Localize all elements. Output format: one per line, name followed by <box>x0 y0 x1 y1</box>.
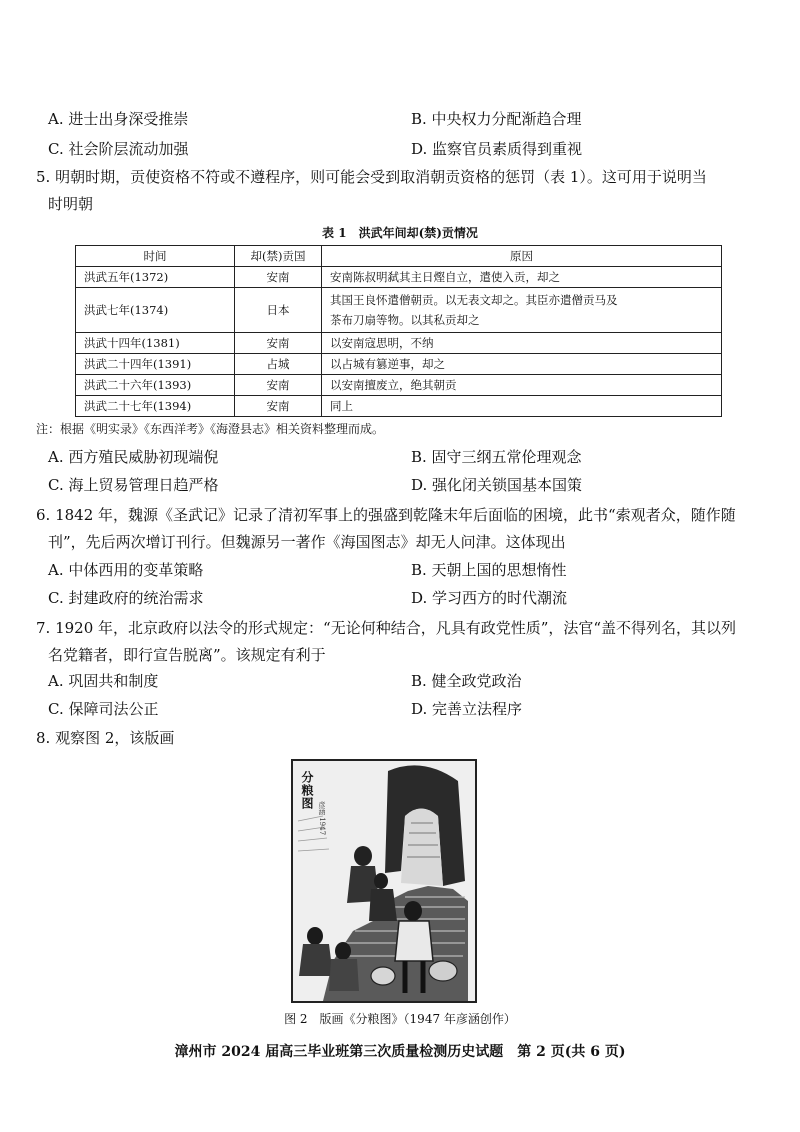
q4-option-a: A. 进士出身深受推崇 <box>48 110 189 128</box>
artwork-signature: 彦涵 1947 <box>318 801 326 836</box>
table-cell-time: 洪武二十七年(1394) <box>76 396 235 417</box>
q5-option-a: A. 西方殖民威胁初现端倪 <box>48 448 219 466</box>
q7-option-c: C. 保障司法公正 <box>48 700 159 718</box>
table-cell-time: 洪武十四年(1381) <box>76 333 235 354</box>
q6-option-d: D. 学习西方的时代潮流 <box>411 589 568 607</box>
woodcut-illustration <box>293 761 475 1001</box>
q6-stem-line1: 6. 1842 年，魏源《圣武记》记录了清初军事上的强盛到乾隆末年后面临的困境，此书“索观者众，随作随 <box>36 506 736 524</box>
table-header-time: 时间 <box>76 246 235 267</box>
table-header-row <box>76 246 722 267</box>
table-cell-country: 日本 <box>235 288 322 333</box>
q7-option-a: A. 巩固共和制度 <box>48 672 159 690</box>
table-row <box>76 354 722 375</box>
table-cell-reason: 同上 <box>322 396 722 417</box>
table-header-country: 却(禁)贡国 <box>235 246 322 267</box>
table-row <box>76 396 722 417</box>
table-title: 表 1 洪武年间却(禁)贡情况 <box>322 226 478 240</box>
table-cell-country: 安南 <box>235 333 322 354</box>
table-row <box>76 333 722 354</box>
table-cell-time: 洪武五年(1372) <box>76 267 235 288</box>
q4-option-d: D. 监察官员素质得到重视 <box>411 140 583 158</box>
tribute-table <box>75 245 722 417</box>
table-cell-country: 占城 <box>235 354 322 375</box>
table-row <box>76 375 722 396</box>
table-cell-time: 洪武二十六年(1393) <box>76 375 235 396</box>
q7-stem-line1: 7. 1920 年，北京政府以法令的形式规定：“无论何种结合，凡具有政党性质”，法官“盖不得列名，其以列 <box>36 619 737 637</box>
q8-stem: 8. 观察图 2，该版画 <box>36 729 175 747</box>
table-header-reason: 原因 <box>322 246 722 267</box>
q5-option-d: D. 强化闭关锁国基本国策 <box>411 476 583 494</box>
q5-option-c: C. 海上贸易管理日趋严格 <box>48 476 219 494</box>
table-cell-reason <box>322 288 722 333</box>
q6-option-c: C. 封建政府的统治需求 <box>48 589 204 607</box>
q4-option-c: C. 社会阶层流动加强 <box>48 140 189 158</box>
figure-caption: 图 2 版画《分粮图》（1947 年彦涵创作） <box>284 1012 516 1026</box>
woodcut-figure <box>291 759 477 1003</box>
q5-option-b: B. 固守三纲五常伦理观念 <box>411 448 582 466</box>
table-row <box>76 267 722 288</box>
artwork-title: 分粮图 <box>300 771 314 810</box>
q6-option-a: A. 中体西用的变革策略 <box>48 561 204 579</box>
q7-option-d: D. 完善立法程序 <box>411 700 523 718</box>
q6-option-b: B. 天朝上国的思想惰性 <box>411 561 567 579</box>
table-cell-reason-line1: 其国王良怀遣僧朝贡。以无表文却之。其臣亦遣僧贡马及 <box>330 293 618 307</box>
table-cell-reason: 以安南擅废立，绝其朝贡 <box>322 375 722 396</box>
table-cell-reason: 以安南寇思明，不纳 <box>322 333 722 354</box>
table-cell-time: 洪武七年(1374) <box>76 288 235 333</box>
table-cell-country: 安南 <box>235 396 322 417</box>
q5-stem-line2: 时明朝 <box>48 195 94 213</box>
table-cell-reason: 以占城有篡逆事，却之 <box>322 354 722 375</box>
table-note: 注：根据《明实录》《东西洋考》《海澄县志》相关资料整理而成。 <box>36 422 385 436</box>
q7-stem-line2: 名党籍者，即行宣告脱离”。该规定有利于 <box>48 646 326 664</box>
page-footer: 漳州市 2024 届高三毕业班第三次质量检测历史试题 第 2 页(共 6 页) <box>174 1044 626 1060</box>
table-cell-reason-line2: 茶布刀扇等物。以其私贡却之 <box>330 313 480 327</box>
table-row <box>76 288 722 333</box>
q7-option-b: B. 健全政党政治 <box>411 672 522 690</box>
table-cell-time: 洪武二十四年(1391) <box>76 354 235 375</box>
table-cell-reason: 安南陈叔明弑其主日熞自立，遣使入贡，却之 <box>322 267 722 288</box>
q5-stem-line1: 5. 明朝时期，贡使资格不符或不遵程序，则可能会受到取消朝贡资格的惩罚（表 1）。这可用于说明当 <box>36 168 707 186</box>
q4-option-b: B. 中央权力分配渐趋合理 <box>411 110 582 128</box>
q6-stem-line2: 刊”，先后两次增订刊行。但魏源另一著作《海国图志》却无人问津。这体现出 <box>48 533 566 551</box>
table-cell-country: 安南 <box>235 375 322 396</box>
table-cell-country: 安南 <box>235 267 322 288</box>
